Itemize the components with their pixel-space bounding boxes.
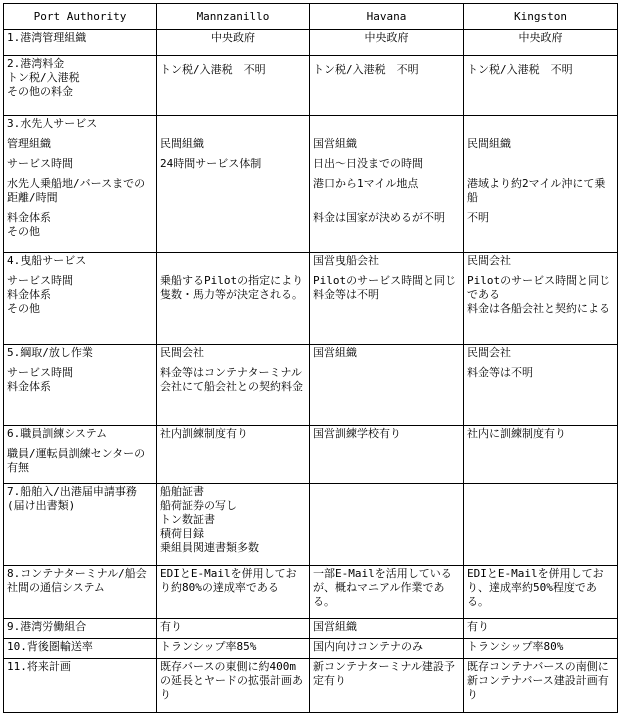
cell-text: トン税/入港税 不明 — [160, 63, 266, 77]
cell — [157, 56, 310, 116]
cell — [464, 56, 618, 116]
table-row — [4, 638, 618, 658]
cell — [157, 345, 310, 425]
header-port-authority: Port Authority — [4, 4, 157, 30]
row-label: 7.船舶入/出港届申請事務(届け出書類) — [4, 483, 157, 565]
cell: EDIとE-Mailを併用しており約80%の達成率である — [157, 566, 310, 618]
cell: トランシップ率80% — [464, 638, 618, 658]
cell-text: 料金は国家が決めるが不明 — [313, 211, 445, 225]
cell-text: 積荷目録 — [160, 526, 204, 540]
cell-text: 料金は各船会社と契約による — [467, 302, 610, 316]
label-line: 水先人乗船地/バースまでの距離/時間 — [7, 177, 146, 205]
row-label: 11.将来計画 — [4, 658, 157, 712]
cell: 一部E-Mailを活用しているが、概ねマニアル作業である。 — [310, 566, 464, 618]
cell — [310, 116, 464, 253]
cell-text: 船舶証書 — [160, 484, 204, 498]
label-line: 5.綱取/放し作業 — [7, 346, 93, 360]
cell-text: 国営組織 — [313, 137, 357, 151]
label-line: 職員/運転員訓練センターの有無 — [7, 446, 146, 474]
cell: 有り — [464, 618, 618, 638]
table-row — [4, 425, 618, 483]
table-row — [4, 30, 618, 56]
table-row — [4, 658, 618, 712]
cell-text: 港口から1マイル地点 — [313, 177, 419, 191]
cell-text: Pilotのサービス時間と同じ — [313, 274, 457, 288]
table-row — [4, 253, 618, 345]
cell: 中央政府 — [464, 30, 618, 56]
row-label — [4, 425, 157, 483]
cell — [310, 253, 464, 345]
cell-text: 国営組織 — [313, 346, 357, 360]
cell-text: 料金等はコンテナターミナル会社にて船会社との契約料金 — [160, 366, 303, 394]
label-line: サービス時間 — [7, 274, 73, 288]
cell-text: トン税/入港税 不明 — [467, 63, 573, 77]
cell — [310, 483, 464, 565]
cell-text: 日出～日没までの時間 — [313, 157, 423, 171]
cell — [310, 345, 464, 425]
cell — [310, 56, 464, 116]
cell-text: Pilotのサービス時間と同じである — [467, 274, 611, 302]
cell — [464, 345, 618, 425]
cell-text: 料金等は不明 — [313, 288, 379, 302]
table-row — [4, 345, 618, 425]
label-line: 料金体系 — [7, 380, 51, 394]
label-line: その他 — [7, 302, 40, 316]
cell — [464, 116, 618, 253]
header-havana: Havana — [310, 4, 464, 30]
label-line: 6.職員訓練システム — [7, 426, 108, 440]
table-row — [4, 56, 618, 116]
cell-text: 民間会社 — [467, 254, 511, 268]
cell-text: 不明 — [467, 211, 489, 225]
cell: 社内に訓練制度有り — [464, 425, 618, 483]
row-label — [4, 56, 157, 116]
cell-text: トン数証書 — [160, 512, 215, 526]
cell: 中央政府 — [157, 30, 310, 56]
cell: EDIとE-Mailを併用しており、達成率約50%程度である。 — [464, 566, 618, 618]
label-line: サービス時間 — [7, 157, 73, 171]
label-line: トン税/入港税 — [7, 71, 80, 85]
cell: 新コンテナターミナル建設予定有り — [310, 658, 464, 712]
label-line: 3.水先人サービス — [7, 117, 98, 131]
cell — [464, 253, 618, 345]
cell-text: トン税/入港税 不明 — [313, 63, 419, 77]
row-label: 9.港湾労働組合 — [4, 618, 157, 638]
label-line: 料金体系 — [7, 288, 51, 302]
cell-text: 港域より約2マイル沖にて乗船 — [467, 177, 606, 205]
cell: 有り — [157, 618, 310, 638]
cell-text: 料金等は不明 — [467, 366, 533, 380]
cell: 中央政府 — [310, 30, 464, 56]
cell-text: 民間会社 — [160, 346, 204, 360]
cell: 既存コンテナバースの南側に新コンテナバース建設計画有り — [464, 658, 618, 712]
cell — [157, 253, 310, 345]
cell-text: 乗組員関連書類多数 — [160, 540, 259, 554]
header-manzanillo: Mannzanillo — [157, 4, 310, 30]
port-comparison-table — [3, 3, 618, 713]
cell: トランシップ率85% — [157, 638, 310, 658]
cell: 社内訓練制度有り — [157, 425, 310, 483]
table-row — [4, 566, 618, 618]
cell-text: 民間組織 — [160, 137, 204, 151]
label-line: その他の料金 — [7, 85, 73, 99]
row-label: 1.港湾管理組織 — [4, 30, 157, 56]
header-row — [4, 4, 618, 30]
label-line: 2.港湾料金 — [7, 57, 65, 71]
table-row — [4, 618, 618, 638]
cell: 既存バースの東側に約400mの延長とヤードの拡張計画あり — [157, 658, 310, 712]
label-line: 料金体系 — [7, 211, 51, 225]
row-label — [4, 253, 157, 345]
label-line: サービス時間 — [7, 366, 73, 380]
header-kingston: Kingston — [464, 4, 618, 30]
table-row — [4, 483, 618, 565]
label-line: その他 — [7, 225, 40, 239]
row-label — [4, 345, 157, 425]
label-line: 4.曳船サービス — [7, 254, 87, 268]
cell: 国営訓練学校有り — [310, 425, 464, 483]
cell-text: 民間組織 — [467, 137, 511, 151]
cell — [157, 116, 310, 253]
cell-text: 乗船するPilotの指定により隻数・馬力等が決定される。 — [160, 274, 304, 302]
row-label — [4, 116, 157, 253]
cell — [157, 483, 310, 565]
cell-text: 国営曳船会社 — [313, 254, 379, 268]
row-label: 10.背後圏輸送率 — [4, 638, 157, 658]
cell-text: 船荷証券の写し — [160, 498, 237, 512]
row-label: 8.コンテナターミナル/船会社間の通信システム — [4, 566, 157, 618]
cell-text: 24時間サービス体制 — [160, 157, 262, 171]
cell — [464, 483, 618, 565]
cell: 国営組織 — [310, 618, 464, 638]
table-row — [4, 116, 618, 253]
cell: 国内向けコンテナのみ — [310, 638, 464, 658]
label-line: 管理組織 — [7, 137, 51, 151]
cell-text: 民間会社 — [467, 346, 511, 360]
